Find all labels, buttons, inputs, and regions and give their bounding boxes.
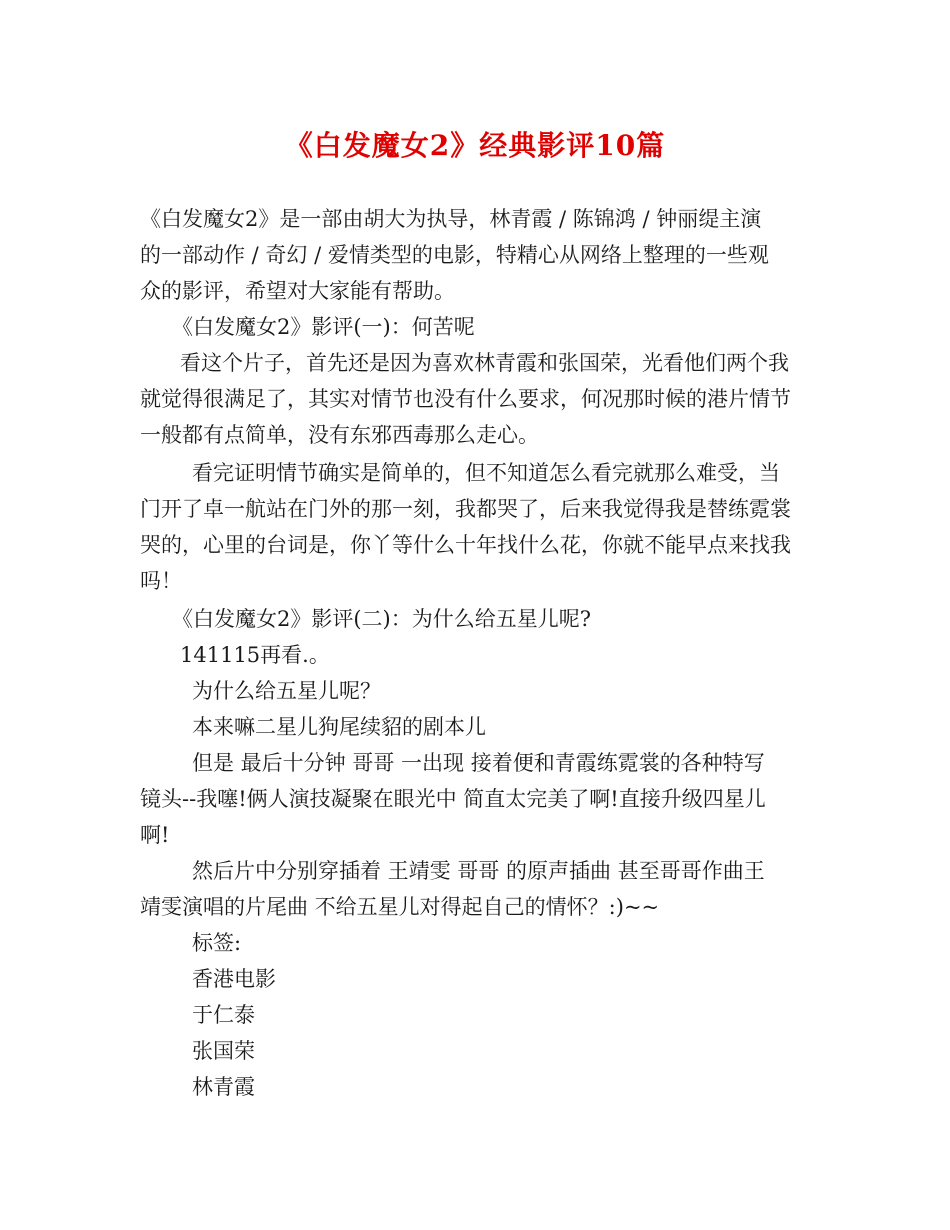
paragraph-line: 哭的，心里的台词是，你丫等什么十年找什么花，你就不能早点来找我: [140, 533, 791, 557]
paragraph-line: 看完证明情节确实是简单的，但不知道怎么看完就那么难受，当: [192, 461, 780, 485]
paragraph-line: 吗！: [140, 569, 182, 593]
paragraph-line: 本来嘛二星儿狗尾续貂的剧本儿: [192, 715, 486, 739]
tag-item: 香港电影: [192, 967, 276, 991]
paragraph-line: 众的影评，希望对大家能有帮助。: [140, 279, 455, 303]
paragraph-line: 就觉得很满足了，其实对情节也没有什么要求，何况那时候的港片情节: [140, 387, 791, 411]
tags-label: 标签:: [192, 931, 242, 955]
document-title: 《白发魔女2》经典影评10篇: [284, 129, 666, 162]
tag-item: 于仁泰: [192, 1003, 255, 1027]
tag-item: 林青霞: [192, 1075, 255, 1099]
paragraph-line: 门开了卓一航站在门外的那一刻，我都哭了，后来我觉得我是替练霓裳: [140, 497, 791, 521]
paragraph-line: 141115再看.。: [180, 643, 330, 667]
review-heading-2: 《白发魔女2》影评(二)：为什么给五星儿呢?: [172, 607, 592, 631]
paragraph-line: 然后片中分别穿插着 王靖雯 哥哥 的原声插曲 甚至哥哥作曲王: [192, 859, 765, 883]
review-heading-1: 《白发魔女2》影评(一)：何苦呢: [172, 315, 475, 339]
paragraph-line: 靖雯演唱的片尾曲 不给五星儿对得起自己的情怀？:)~~: [140, 895, 660, 919]
tag-item: 张国荣: [192, 1039, 255, 1063]
paragraph-line: 看这个片子，首先还是因为喜欢林青霞和张国荣，光看他们两个我: [180, 351, 789, 375]
paragraph-line: 一般都有点简单，没有东邪西毒那么走心。: [140, 423, 539, 447]
paragraph-line: 啊!: [140, 823, 170, 847]
paragraph-line: 《白发魔女2》是一部由胡大为执导，林青霞 / 陈锦鸿 / 钟丽缇主演: [140, 207, 762, 231]
paragraph-line: 镜头--我噻!俩人演技凝聚在眼光中 简直太完美了啊!直接升级四星儿: [140, 787, 766, 811]
paragraph-line: 但是 最后十分钟 哥哥 一出现 接着便和青霞练霓裳的各种特写: [192, 751, 765, 775]
paragraph-line: 为什么给五星儿呢？: [192, 679, 381, 703]
paragraph-line: 的一部动作 / 奇幻 / 爱情类型的电影，特精心从网络上整理的一些观: [140, 243, 769, 267]
